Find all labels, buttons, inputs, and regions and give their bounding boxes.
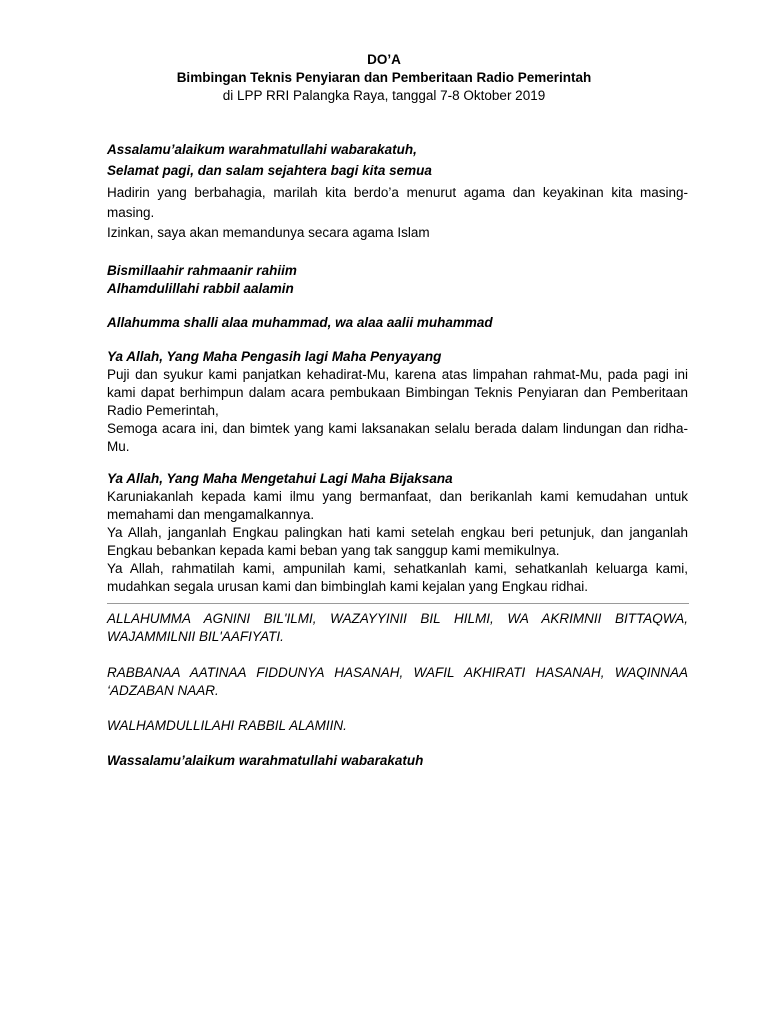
section-1-paragraph-2: Semoga acara ini, dan bimtek yang kami laksanakan selalu berada dalam lindungan dan ridha-Mu. xyxy=(107,421,688,454)
document-header xyxy=(0,51,768,105)
section-2-heading: Ya Allah, Yang Maha Mengetahui Lagi Maha Bijaksana xyxy=(107,471,453,486)
shalawat-section xyxy=(107,314,688,332)
closing-salam: Wassalamu’alaikum warahmatullahi wabarakatuh xyxy=(107,753,424,768)
document-title: DO’A xyxy=(367,52,401,67)
section-1-heading: Ya Allah, Yang Maha Pengasih lagi Maha Penyayang xyxy=(107,349,442,364)
opening-greeting: Selamat pagi, dan salam sejahtera bagi kita semua xyxy=(107,163,432,178)
section-2-paragraph-3: Ya Allah, rahmatilah kami, ampunilah kami, sehatkanlah kami, sehatkanlah keluarga kami, mudahkan segala urusan kami dan bimbinglah kami kejalan yang Engkau ridhai. xyxy=(107,561,688,594)
basmalah-line-1: Bismillaahir rahmaanir rahiim xyxy=(107,263,297,278)
document-location-date: di LPP RRI Palangka Raya, tanggal 7-8 Oktober 2019 xyxy=(222,88,546,103)
opening-section xyxy=(107,141,688,242)
section-2-paragraph-1: Karuniakanlah kepada kami ilmu yang bermanfaat, dan berikanlah kami kemudahan untuk memahami dan mengamalkannya. xyxy=(107,489,688,522)
opening-salam: Assalamu’alaikum warahmatullahi wabarakatuh, xyxy=(107,142,417,157)
basmalah-line-2: Alhamdulillahi rabbil aalamin xyxy=(107,281,294,296)
section-divider xyxy=(107,603,689,604)
closing-prayer-1: ALLAHUMMA AGNINI BIL'ILMI, WAZAYYINII BIL HILMI, WA AKRIMNII BITTAQWA, WAJAMMILNII BIL'AAFIYATI. xyxy=(107,611,688,644)
closing-section xyxy=(107,610,688,770)
shalawat-text: Allahumma shalli alaa muhammad, wa alaa aalii muhammad xyxy=(107,315,493,330)
document-subtitle: Bimbingan Teknis Penyiaran dan Pemberitaan Radio Pemerintah xyxy=(176,70,592,85)
closing-prayer-2: RABBANAA AATINAA FIDDUNYA HASANAH, WAFIL AKHIRATI HASANAH, WAQINNAA ‘ADZABAN NAAR. xyxy=(107,665,688,698)
opening-invitation: Hadirin yang berbahagia, marilah kita berdo’a menurut agama dan keyakinan kita masing-masing. xyxy=(107,185,688,220)
section-2 xyxy=(107,470,688,596)
closing-prayer-3: WALHAMDULLILAHI RABBIL ALAMIIN. xyxy=(107,718,347,733)
opening-permission: Izinkan, saya akan memandunya secara agama Islam xyxy=(107,225,430,240)
section-1 xyxy=(107,348,688,456)
basmalah-section xyxy=(107,262,688,298)
section-2-paragraph-2: Ya Allah, janganlah Engkau palingkan hati kami setelah engkau beri petunjuk, dan janganlah Engkau bebankan kepada kami beban yang tak sanggup kami memikulnya. xyxy=(107,525,688,558)
section-1-paragraph-1: Puji dan syukur kami panjatkan kehadirat-Mu, karena atas limpahan rahmat-Mu, pada pagi ini kami dapat berhimpun dalam acara pembukaan Bimbingan Teknis Penyiaran dan Pemberitaan Radio Pemerintah, xyxy=(107,367,688,418)
